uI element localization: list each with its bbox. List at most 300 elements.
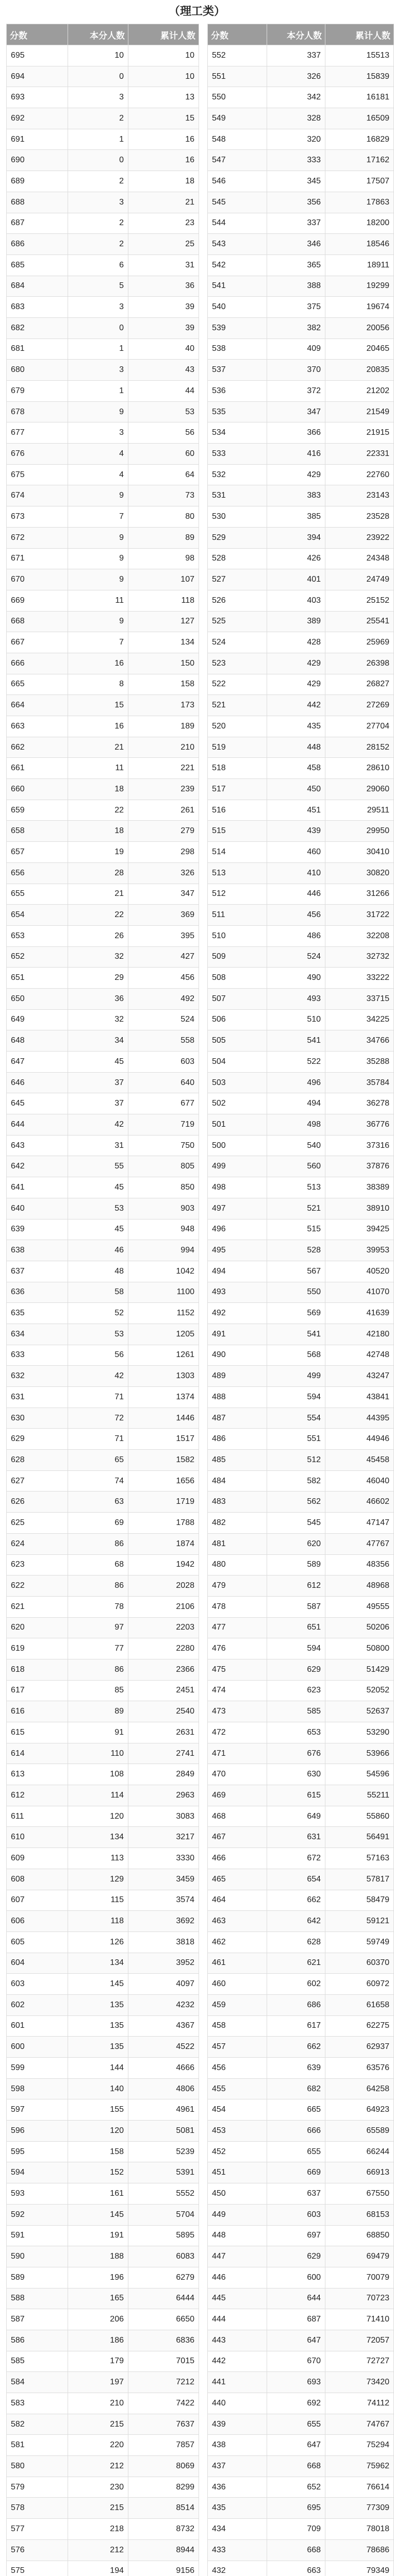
cell-cumulative: 719: [128, 1114, 199, 1136]
cell-cumulative: 61658: [325, 1994, 394, 2015]
cell-score: 667: [7, 632, 68, 653]
cell-score: 495: [208, 1240, 267, 1261]
table-row: [7, 1072, 199, 1093]
cell-score: 635: [7, 1303, 68, 1324]
table-row: [208, 988, 394, 1009]
cell-cumulative: 76614: [325, 2477, 394, 2498]
cell-cumulative: 4961: [128, 2099, 199, 2121]
table-row: [208, 2330, 394, 2351]
cell-count: 498: [267, 1114, 325, 1136]
cell-score: 593: [7, 2183, 68, 2205]
cell-cumulative: 55860: [325, 1806, 394, 1827]
cell-cumulative: 3692: [128, 1911, 199, 1932]
cell-count: 86: [68, 1533, 128, 1554]
table-row: [208, 422, 394, 444]
cell-count: 416: [267, 444, 325, 465]
cell-count: 594: [267, 1638, 325, 1659]
cell-count: 91: [68, 1722, 128, 1743]
table-row: [208, 1261, 394, 1282]
cell-count: 135: [68, 2037, 128, 2058]
header-cumulative: 累计人数: [325, 24, 394, 45]
cell-cumulative: 29511: [325, 800, 394, 821]
cell-cumulative: 72727: [325, 2351, 394, 2372]
cell-count: 662: [267, 1890, 325, 1911]
cell-count: 134: [68, 1953, 128, 1974]
table-row: [7, 2539, 199, 2561]
cell-cumulative: 326: [128, 862, 199, 884]
cell-cumulative: 62275: [325, 2015, 394, 2037]
cell-cumulative: 6650: [128, 2309, 199, 2330]
cell-score: 687: [7, 213, 68, 234]
table-row: [7, 968, 199, 989]
cell-cumulative: 19674: [325, 297, 394, 318]
cell-score: 550: [208, 87, 267, 108]
cell-score: 644: [7, 1114, 68, 1136]
cell-score: 660: [7, 779, 68, 800]
cell-count: 496: [267, 1072, 325, 1093]
cell-count: 346: [267, 234, 325, 255]
table-row: [208, 2414, 394, 2435]
cell-score: 506: [208, 1009, 267, 1030]
cell-score: 442: [208, 2351, 267, 2372]
cell-cumulative: 524: [128, 1009, 199, 1030]
cell-score: 459: [208, 1994, 267, 2015]
cell-count: 37: [68, 1072, 128, 1093]
cell-cumulative: 41070: [325, 1282, 394, 1303]
cell-cumulative: 42180: [325, 1324, 394, 1345]
table-row: [208, 87, 394, 108]
cell-cumulative: 15839: [325, 66, 394, 87]
cell-count: 409: [267, 338, 325, 360]
table-row: [208, 1743, 394, 1764]
cell-score: 450: [208, 2183, 267, 2205]
cell-cumulative: 73: [128, 485, 199, 506]
cell-score: 592: [7, 2204, 68, 2225]
cell-score: 461: [208, 1953, 267, 1974]
cell-count: 3: [68, 192, 128, 213]
cell-count: 621: [267, 1953, 325, 1974]
cell-score: 695: [7, 45, 68, 66]
cell-cumulative: 46602: [325, 1492, 394, 1513]
table-row: [208, 590, 394, 611]
cell-score: 458: [208, 2015, 267, 2037]
table-row: [208, 2058, 394, 2079]
cell-count: 394: [267, 527, 325, 548]
cell-cumulative: 850: [128, 1177, 199, 1198]
cell-score: 463: [208, 1911, 267, 1932]
cell-score: 548: [208, 129, 267, 150]
table-row: [7, 1890, 199, 1911]
table-row: [208, 1030, 394, 1052]
cell-cumulative: 75294: [325, 2435, 394, 2456]
table-row: [208, 317, 394, 338]
cell-cumulative: 25541: [325, 611, 394, 632]
cell-count: 145: [68, 1974, 128, 1995]
cell-score: 493: [208, 1282, 267, 1303]
table-row: [208, 1114, 394, 1136]
table-row: [208, 360, 394, 381]
cell-score: 678: [7, 401, 68, 422]
table-row: [7, 1303, 199, 1324]
table-row: [7, 1554, 199, 1575]
cell-score: 509: [208, 946, 267, 968]
table-row: [208, 2037, 394, 2058]
cell-cumulative: 6083: [128, 2246, 199, 2267]
table-row: [7, 1974, 199, 1995]
cell-score: 472: [208, 1722, 267, 1743]
cell-cumulative: 43247: [325, 1366, 394, 1387]
table-row: [208, 527, 394, 548]
table-row: [7, 1052, 199, 1073]
cell-score: 549: [208, 108, 267, 129]
cell-score: 497: [208, 1198, 267, 1219]
cell-cumulative: 8299: [128, 2477, 199, 2498]
cell-cumulative: 3083: [128, 1806, 199, 1827]
cell-count: 215: [68, 2414, 128, 2435]
cell-cumulative: 677: [128, 1093, 199, 1114]
cell-score: 673: [7, 506, 68, 528]
cell-score: 441: [208, 2372, 267, 2393]
cell-count: 647: [267, 2435, 325, 2456]
cell-score: 584: [7, 2372, 68, 2393]
cell-count: 6: [68, 255, 128, 276]
cell-count: 435: [267, 716, 325, 737]
cell-score: 674: [7, 485, 68, 506]
cell-count: 337: [267, 213, 325, 234]
cell-count: 589: [267, 1554, 325, 1575]
table-row: [7, 1743, 199, 1764]
cell-count: 693: [267, 2372, 325, 2393]
cell-count: 602: [267, 1974, 325, 1995]
cell-count: 653: [267, 1722, 325, 1743]
table-row: [7, 2225, 199, 2246]
cell-cumulative: 47767: [325, 1533, 394, 1554]
cell-score: 540: [208, 297, 267, 318]
cell-score: 672: [7, 527, 68, 548]
cell-cumulative: 8944: [128, 2539, 199, 2561]
table-row: [7, 381, 199, 402]
table-row: [208, 1450, 394, 1471]
cell-cumulative: 19299: [325, 276, 394, 297]
cell-score: 651: [7, 968, 68, 989]
table-row: [7, 716, 199, 737]
table-row: [7, 276, 199, 297]
cell-count: 191: [68, 2225, 128, 2246]
cell-score: 650: [7, 988, 68, 1009]
table-row: [208, 2183, 394, 2205]
table-row: [7, 1387, 199, 1408]
cell-score: 679: [7, 381, 68, 402]
cell-score: 478: [208, 1596, 267, 1617]
cell-cumulative: 67550: [325, 2183, 394, 2205]
cell-cumulative: 39: [128, 297, 199, 318]
table-row: [7, 1240, 199, 1261]
cell-count: 629: [267, 1659, 325, 1680]
cell-count: 15: [68, 695, 128, 716]
table-row: [208, 1513, 394, 1534]
cell-cumulative: 79349: [325, 2561, 394, 2576]
cell-score: 625: [7, 1513, 68, 1534]
cell-cumulative: 3952: [128, 1953, 199, 1974]
table-row: [7, 129, 199, 150]
cell-cumulative: 78686: [325, 2539, 394, 2561]
cell-cumulative: 1374: [128, 1387, 199, 1408]
table-row: [208, 255, 394, 276]
cell-score: 491: [208, 1324, 267, 1345]
cell-count: 388: [267, 276, 325, 297]
table-row: [208, 2393, 394, 2414]
cell-cumulative: 10: [128, 66, 199, 87]
cell-cumulative: 31: [128, 255, 199, 276]
table-row: [208, 1722, 394, 1743]
table-row: [208, 1072, 394, 1093]
cell-cumulative: 5704: [128, 2204, 199, 2225]
cell-count: 210: [68, 2393, 128, 2414]
cell-score: 434: [208, 2519, 267, 2540]
cell-score: 466: [208, 1848, 267, 1869]
cell-cumulative: 58479: [325, 1890, 394, 1911]
cell-count: 118: [68, 1911, 128, 1932]
table-row: [208, 1701, 394, 1722]
cell-count: 8: [68, 674, 128, 695]
cell-score: 519: [208, 737, 267, 758]
cell-count: 212: [68, 2456, 128, 2477]
cell-score: 482: [208, 1513, 267, 1534]
table-row: [208, 2372, 394, 2393]
table-row: [7, 171, 199, 192]
cell-score: 680: [7, 360, 68, 381]
cell-count: 45: [68, 1219, 128, 1240]
table-row: [208, 800, 394, 821]
cell-score: 438: [208, 2435, 267, 2456]
cell-score: 448: [208, 2225, 267, 2246]
cell-count: 682: [267, 2078, 325, 2099]
cell-cumulative: 30820: [325, 862, 394, 884]
cell-cumulative: 750: [128, 1135, 199, 1156]
cell-cumulative: 5391: [128, 2162, 199, 2183]
cell-count: 36: [68, 988, 128, 1009]
cell-cumulative: 118: [128, 590, 199, 611]
table-row: [208, 2519, 394, 2540]
cell-cumulative: 1788: [128, 1513, 199, 1534]
cell-score: 659: [7, 800, 68, 821]
cell-cumulative: 1656: [128, 1470, 199, 1492]
table-row: [7, 1680, 199, 1701]
table-row: [7, 2246, 199, 2267]
cell-score: 606: [7, 1911, 68, 1932]
cell-score: 647: [7, 1052, 68, 1073]
cell-score: 607: [7, 1890, 68, 1911]
cell-score: 682: [7, 317, 68, 338]
table-row: [7, 2162, 199, 2183]
cell-score: 595: [7, 2141, 68, 2162]
table-row: [7, 66, 199, 87]
cell-count: 129: [68, 1869, 128, 1890]
cell-count: 709: [267, 2519, 325, 2540]
cell-count: 197: [68, 2372, 128, 2393]
cell-cumulative: 21202: [325, 381, 394, 402]
cell-score: 628: [7, 1450, 68, 1471]
table-row: [7, 1827, 199, 1848]
cell-cumulative: 25152: [325, 590, 394, 611]
cell-count: 16: [68, 716, 128, 737]
cell-score: 642: [7, 1156, 68, 1177]
table-row: [7, 1701, 199, 1722]
cell-score: 447: [208, 2246, 267, 2267]
cell-count: 666: [267, 2121, 325, 2142]
cell-count: 145: [68, 2204, 128, 2225]
cell-cumulative: 2849: [128, 1764, 199, 1785]
table-row: [208, 1009, 394, 1030]
table-row: [208, 1219, 394, 1240]
cell-score: 511: [208, 905, 267, 926]
cell-count: 46: [68, 1240, 128, 1261]
cell-score: 690: [7, 150, 68, 171]
cell-score: 469: [208, 1785, 267, 1806]
table-row: [7, 2288, 199, 2309]
cell-count: 562: [267, 1492, 325, 1513]
cell-cumulative: 8069: [128, 2456, 199, 2477]
cell-cumulative: 4232: [128, 1994, 199, 2015]
table-row: [7, 1533, 199, 1554]
cell-cumulative: 62937: [325, 2037, 394, 2058]
table-row: [7, 1596, 199, 1617]
cell-cumulative: 64923: [325, 2099, 394, 2121]
cell-cumulative: 24749: [325, 569, 394, 590]
table-row: [7, 1785, 199, 1806]
table-row: [208, 1931, 394, 1953]
cell-count: 31: [68, 1135, 128, 1156]
cell-count: 672: [267, 1848, 325, 1869]
cell-cumulative: 52052: [325, 1680, 394, 1701]
cell-count: 401: [267, 569, 325, 590]
cell-count: 486: [267, 925, 325, 946]
table-row: [208, 1303, 394, 1324]
cell-score: 460: [208, 1974, 267, 1995]
cell-score: 435: [208, 2498, 267, 2519]
table-row: [208, 1764, 394, 1785]
cell-count: 342: [267, 87, 325, 108]
cell-score: 492: [208, 1303, 267, 1324]
cell-cumulative: 89: [128, 527, 199, 548]
cell-cumulative: 60: [128, 444, 199, 465]
cell-cumulative: 1042: [128, 1261, 199, 1282]
cell-score: 444: [208, 2309, 267, 2330]
table-row: [7, 1659, 199, 1680]
cell-count: 63: [68, 1492, 128, 1513]
cell-cumulative: 47147: [325, 1513, 394, 1534]
cell-count: 45: [68, 1177, 128, 1198]
cell-count: 585: [267, 1701, 325, 1722]
cell-count: 456: [267, 905, 325, 926]
cell-cumulative: 2963: [128, 1785, 199, 1806]
table-row: [208, 2539, 394, 2561]
cell-count: 42: [68, 1366, 128, 1387]
cell-score: 612: [7, 1785, 68, 1806]
table-row: [208, 1492, 394, 1513]
cell-cumulative: 5239: [128, 2141, 199, 2162]
table-row: [208, 171, 394, 192]
table-row: [208, 1785, 394, 1806]
cell-score: 636: [7, 1282, 68, 1303]
table-row: [208, 1575, 394, 1597]
cell-cumulative: 25969: [325, 632, 394, 653]
cell-score: 670: [7, 569, 68, 590]
cell-score: 510: [208, 925, 267, 946]
cell-score: 610: [7, 1827, 68, 1848]
cell-cumulative: 56: [128, 422, 199, 444]
cell-score: 523: [208, 653, 267, 674]
cell-cumulative: 75962: [325, 2456, 394, 2477]
cell-count: 230: [68, 2477, 128, 2498]
cell-score: 694: [7, 66, 68, 87]
cell-count: 120: [68, 2121, 128, 2142]
table-row: [7, 2435, 199, 2456]
cell-count: 649: [267, 1806, 325, 1827]
cell-cumulative: 1152: [128, 1303, 199, 1324]
cell-count: 37: [68, 1093, 128, 1114]
table-row: [208, 2246, 394, 2267]
table-row: [208, 1953, 394, 1974]
cell-count: 56: [68, 1345, 128, 1366]
table-row: [7, 1575, 199, 1597]
cell-cumulative: 298: [128, 842, 199, 863]
cell-count: 644: [267, 2288, 325, 2309]
cell-score: 634: [7, 1324, 68, 1345]
table-row: [208, 464, 394, 485]
cell-count: 108: [68, 1764, 128, 1785]
cell-score: 536: [208, 381, 267, 402]
cell-cumulative: 948: [128, 1219, 199, 1240]
table-row: [7, 2078, 199, 2099]
cell-count: 333: [267, 150, 325, 171]
cell-score: 515: [208, 821, 267, 842]
cell-score: 692: [7, 108, 68, 129]
cell-count: 540: [267, 1135, 325, 1156]
cell-count: 69: [68, 1513, 128, 1534]
cell-count: 7: [68, 632, 128, 653]
cell-cumulative: 1446: [128, 1408, 199, 1429]
cell-count: 52: [68, 1303, 128, 1324]
cell-score: 645: [7, 1093, 68, 1114]
cell-count: 442: [267, 695, 325, 716]
cell-count: 10: [68, 45, 128, 66]
table-row: [7, 2561, 199, 2576]
cell-count: 365: [267, 255, 325, 276]
cell-cumulative: 805: [128, 1156, 199, 1177]
cell-cumulative: 50206: [325, 1617, 394, 1638]
cell-cumulative: 23528: [325, 506, 394, 528]
cell-count: 637: [267, 2183, 325, 2205]
cell-count: 345: [267, 171, 325, 192]
cell-cumulative: 49555: [325, 1596, 394, 1617]
cell-cumulative: 3818: [128, 1931, 199, 1953]
cell-count: 0: [68, 66, 128, 87]
cell-count: 2: [68, 213, 128, 234]
table-row: [208, 1198, 394, 1219]
cell-score: 617: [7, 1680, 68, 1701]
cell-cumulative: 74112: [325, 2393, 394, 2414]
table-row: [7, 695, 199, 716]
cell-count: 71: [68, 1387, 128, 1408]
cell-count: 617: [267, 2015, 325, 2037]
cell-cumulative: 70723: [325, 2288, 394, 2309]
cell-score: 539: [208, 317, 267, 338]
table-row: [7, 234, 199, 255]
cell-count: 196: [68, 2267, 128, 2288]
cell-count: 58: [68, 1282, 128, 1303]
cell-cumulative: 65589: [325, 2121, 394, 2142]
